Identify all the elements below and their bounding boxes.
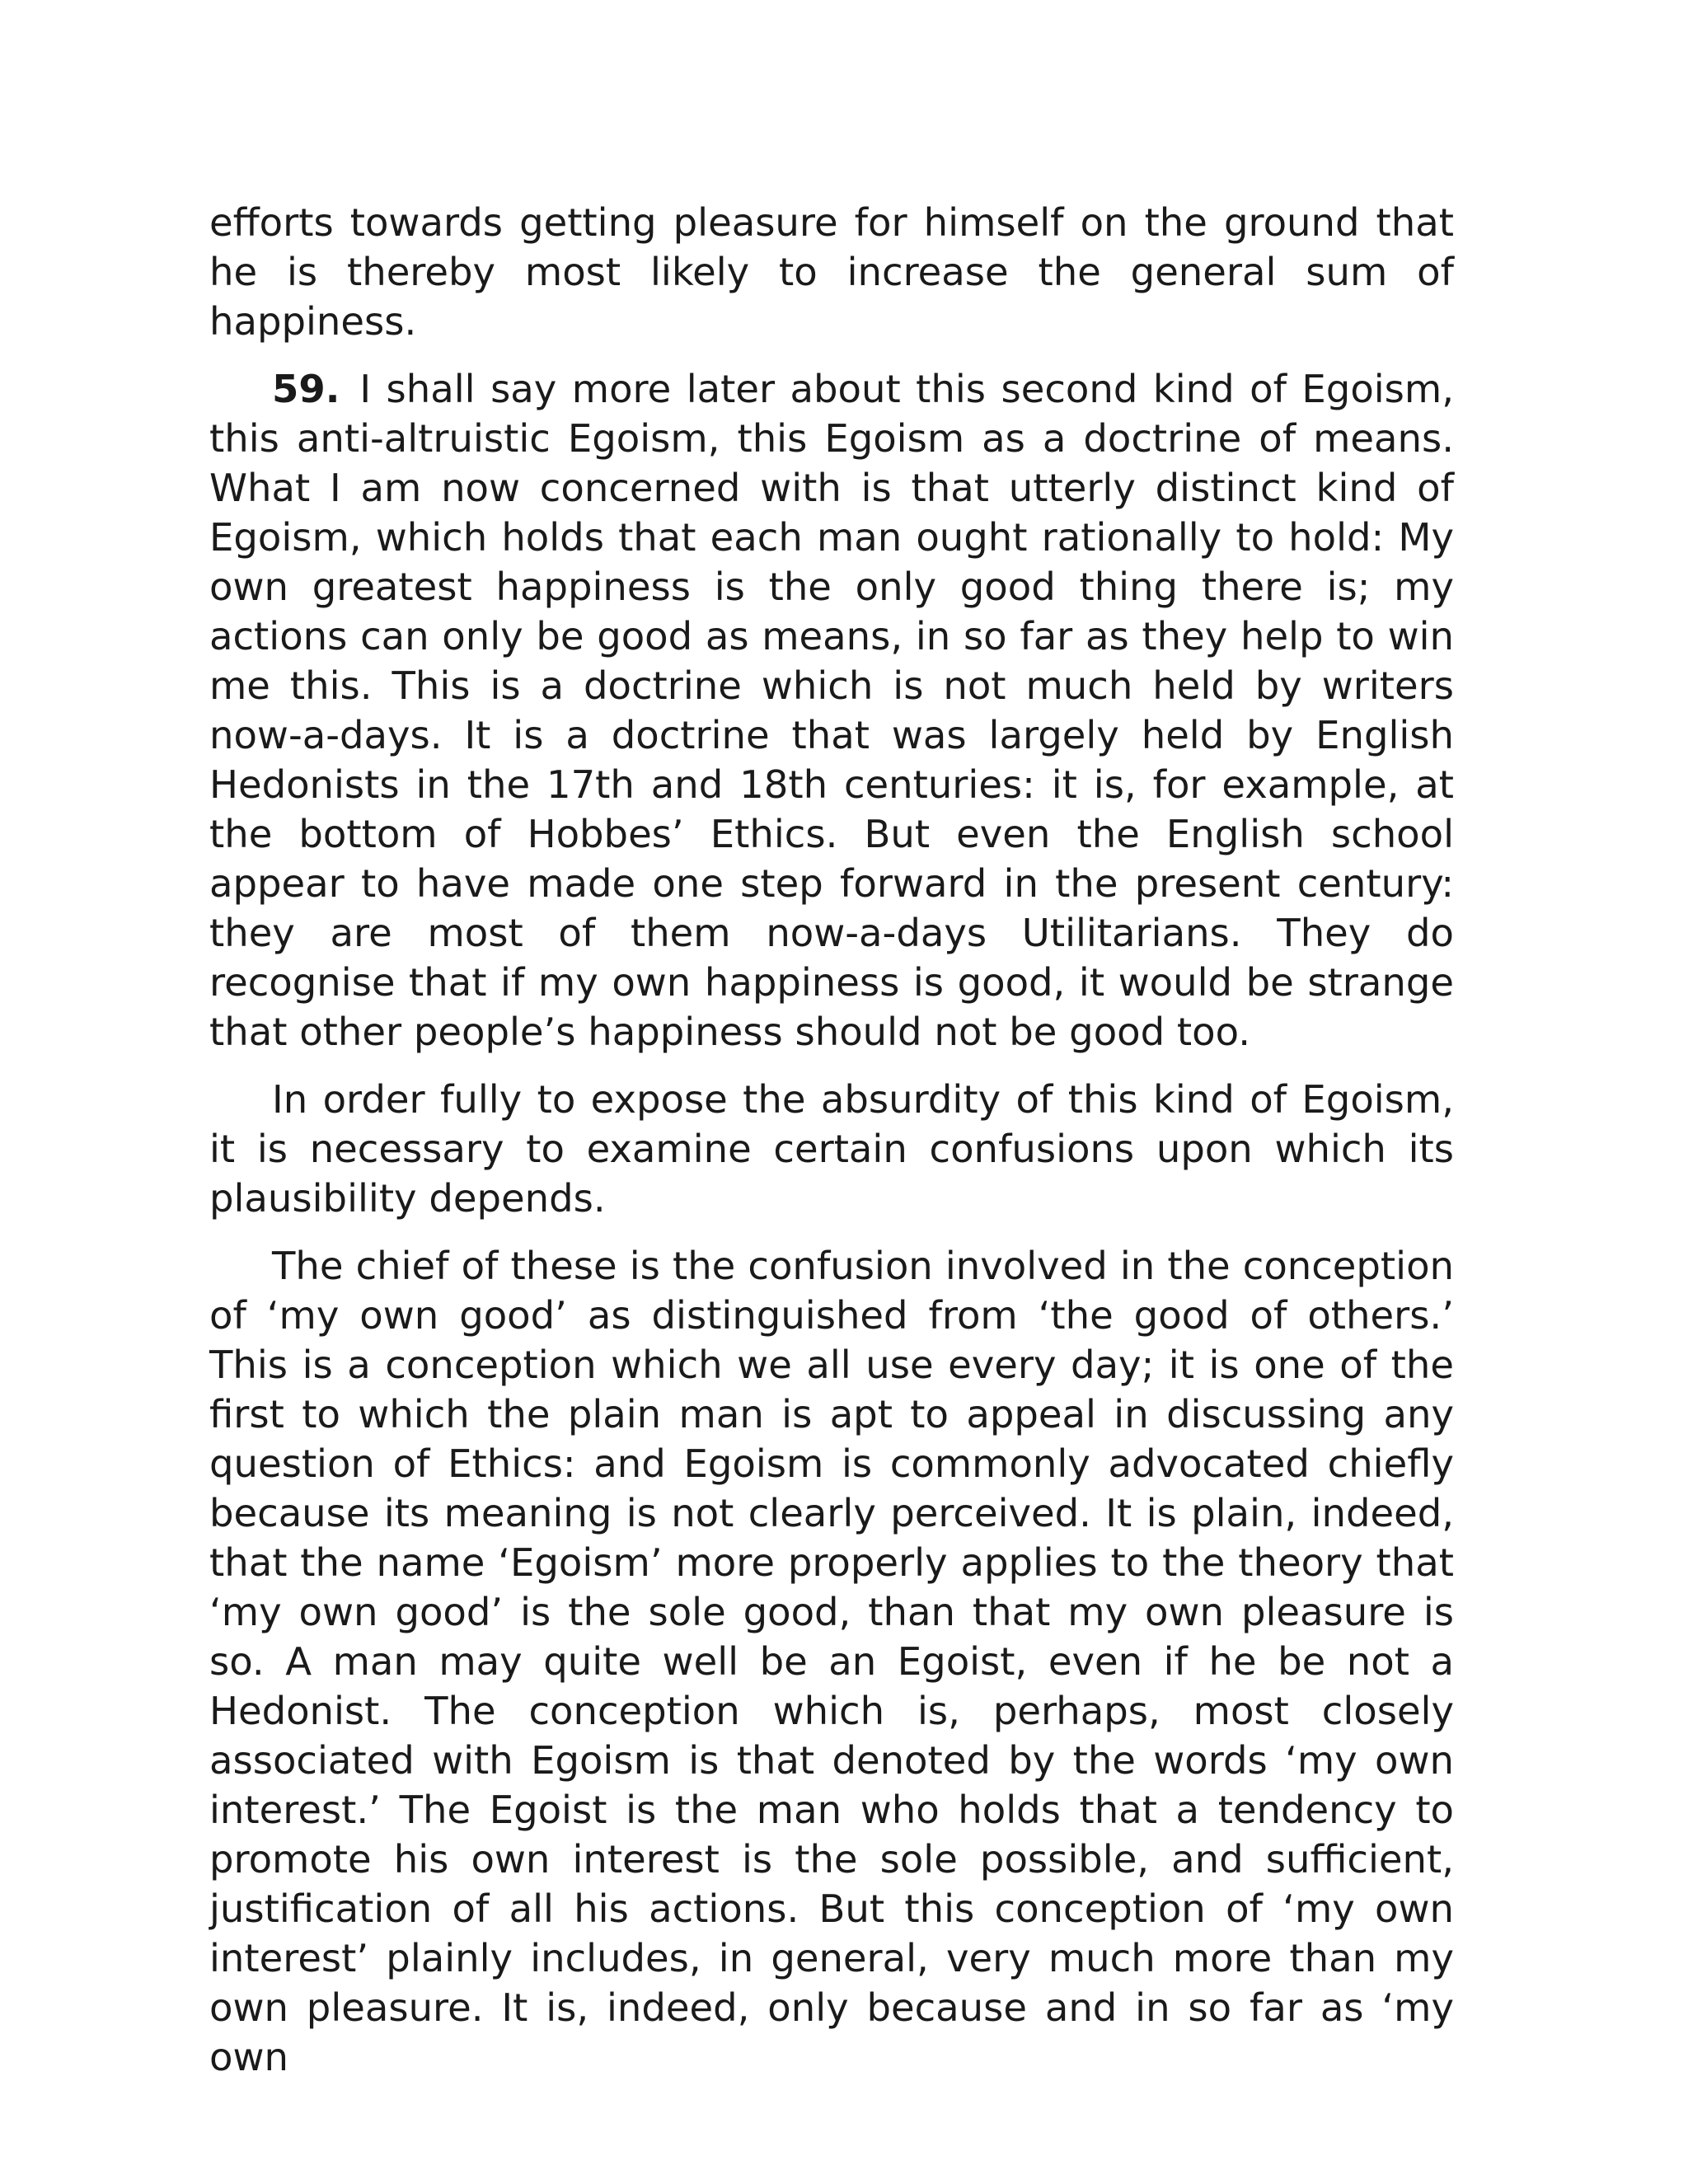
paragraph-4-text: The chief of these is the confusion involved in the conception of ‘my own good’ as distinguished from ‘the good of others.’ This is a conception which we all use every day; it is one of the first to which the plain man is apt to appeal in discussing any question of Ethics: and Egoism is commonly advocated chiefly because its meaning is not clearly perceived. It is plain, indeed, that the name ‘Egoism’ more properly applies to the theory that ‘my own good’ is the sole good, than that my own pleasure is so. A man may quite well be an Egoist, even if he be not a Hedonist. The conception which is, perhaps, most closely associated with Egoism is that denoted by the words ‘my own interest.’ The Egoist is the man who holds that a tendency to promote his own interest is the sole possible, and sufficient, justification of all his actions. But this conception of ‘my own interest’ plainly includes, in general, very much more than my own pleasure. It is, indeed, only because and in so far as ‘my own (209, 1244, 1454, 2079)
paragraph-2 (209, 364, 1454, 1057)
paragraph-1 (209, 198, 1454, 346)
paragraph-3-text: In order fully to expose the absurdity of this kind of Egoism, it is necessary to examine certain confusions upon which its plausibility depends. (209, 1077, 1454, 1221)
paragraph-3 (209, 1075, 1454, 1223)
section-number: 59. (272, 367, 340, 411)
paragraph-4 (209, 1241, 1454, 2082)
paragraph-2-text: I shall say more later about this second kind of Egoism, this anti-altruistic Egoism, this Egoism as a doctrine of means. What I am now concerned with is that utterly distinct kind of Egoism, which holds that each man ought rationally to hold: My own greatest happiness is the only good thing there is; my actions can only be good as means, in so far as they help to win me this. This is a doctrine which is not much held by writers now-a-days. It is a doctrine that was largely held by English Hedonists in the 17th and 18th centuries: it is, for example, at the bottom of Hobbes’ Ethics. But even the English school appear to have made one step forward in the present century: they are most of them now-a-days Utilitarians. They do recognise that if my own happiness is good, it would be strange that other people’s happiness should not be good too. (209, 367, 1454, 1054)
paragraph-1-text: efforts towards getting pleasure for himself on the ground that he is thereby most likely to increase the general sum of happiness. (209, 200, 1454, 344)
page-body (209, 198, 1454, 2100)
